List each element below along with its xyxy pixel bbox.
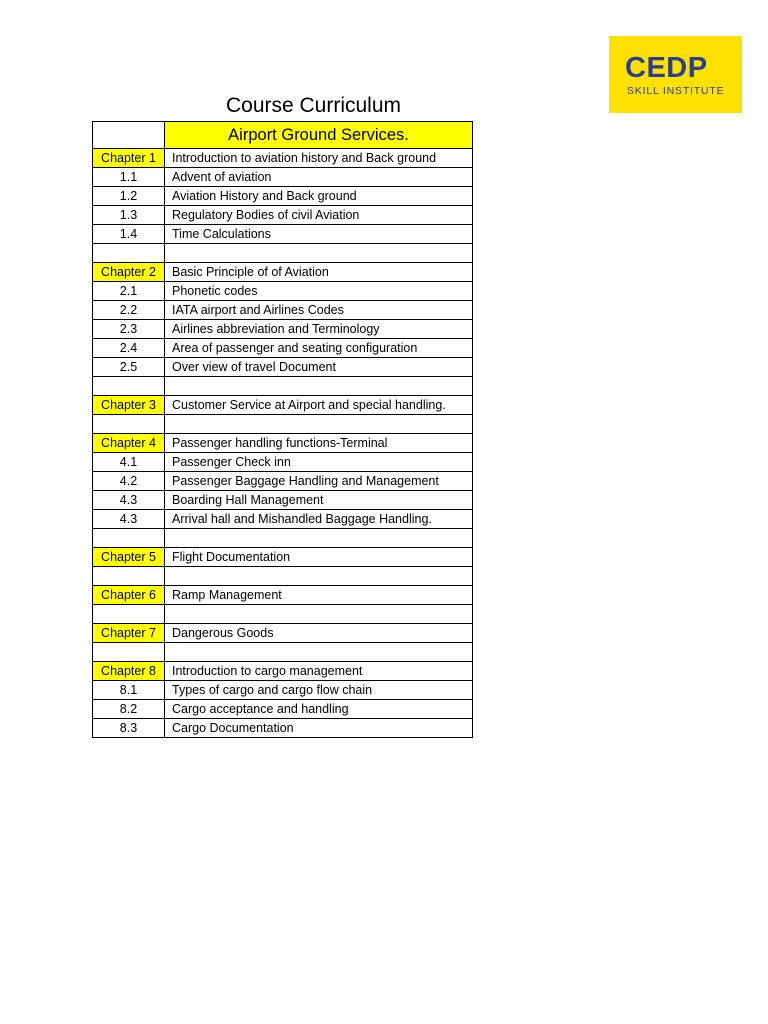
chapter-row — [93, 662, 473, 681]
spacer-row — [93, 529, 473, 548]
chapter-title: Customer Service at Airport and special handling. — [165, 396, 473, 415]
chapter-row — [93, 396, 473, 415]
chapter-label: Chapter 8 — [93, 662, 165, 681]
topic-title: Boarding Hall Management — [165, 491, 473, 510]
topic-number: 8.2 — [93, 700, 165, 719]
topic-number: 1.1 — [93, 168, 165, 187]
logo-tagline: SKILL INSTITUTE — [627, 85, 725, 97]
spacer-row — [93, 415, 473, 434]
topic-number — [93, 415, 165, 434]
chapter-title: Dangerous Goods — [165, 624, 473, 643]
topic-title: Passenger Check inn — [165, 453, 473, 472]
curriculum-table — [92, 121, 473, 738]
spacer-row — [93, 567, 473, 586]
topic-number: 2.4 — [93, 339, 165, 358]
topic-number: 2.2 — [93, 301, 165, 320]
topic-row — [93, 472, 473, 491]
chapter-label: Chapter 3 — [93, 396, 165, 415]
chapter-label: Chapter 1 — [93, 149, 165, 168]
topic-title: Phonetic codes — [165, 282, 473, 301]
topic-title — [165, 377, 473, 396]
topic-row — [93, 187, 473, 206]
topic-row — [93, 282, 473, 301]
topic-number: 4.3 — [93, 510, 165, 529]
topic-row — [93, 301, 473, 320]
topic-number: 4.3 — [93, 491, 165, 510]
chapter-row — [93, 548, 473, 567]
topic-number: 8.3 — [93, 719, 165, 738]
topic-title: Aviation History and Back ground — [165, 187, 473, 206]
topic-number — [93, 567, 165, 586]
topic-number: 1.3 — [93, 206, 165, 225]
topic-number: 2.1 — [93, 282, 165, 301]
topic-title: IATA airport and Airlines Codes — [165, 301, 473, 320]
chapter-label: Chapter 5 — [93, 548, 165, 567]
topic-title: Time Calculations — [165, 225, 473, 244]
topic-number: 4.1 — [93, 453, 165, 472]
chapter-title: Introduction to cargo management — [165, 662, 473, 681]
chapter-label: Chapter 6 — [93, 586, 165, 605]
topic-number: 2.3 — [93, 320, 165, 339]
topic-number — [93, 605, 165, 624]
topic-title — [165, 567, 473, 586]
topic-title: Advent of aviation — [165, 168, 473, 187]
topic-title: Cargo acceptance and handling — [165, 700, 473, 719]
topic-row — [93, 358, 473, 377]
topic-title — [165, 643, 473, 662]
topic-row — [93, 700, 473, 719]
chapter-row — [93, 149, 473, 168]
page-title: Course Curriculum — [225, 94, 402, 117]
chapter-title: Basic Principle of of Aviation — [165, 263, 473, 282]
topic-row — [93, 510, 473, 529]
topic-row — [93, 453, 473, 472]
topic-row — [93, 719, 473, 738]
table-header-row — [93, 122, 473, 149]
header-empty-cell — [93, 122, 165, 149]
topic-row — [93, 225, 473, 244]
topic-number — [93, 377, 165, 396]
topic-title: Arrival hall and Mishandled Baggage Handling. — [165, 510, 473, 529]
topic-number — [93, 244, 165, 263]
topic-title — [165, 529, 473, 548]
topic-number: 4.2 — [93, 472, 165, 491]
chapter-row — [93, 624, 473, 643]
topic-title — [165, 244, 473, 263]
topic-row — [93, 681, 473, 700]
chapter-title: Ramp Management — [165, 586, 473, 605]
topic-number: 8.1 — [93, 681, 165, 700]
topic-title — [165, 605, 473, 624]
chapter-row — [93, 586, 473, 605]
topic-number: 2.5 — [93, 358, 165, 377]
spacer-row — [93, 244, 473, 263]
chapter-label: Chapter 7 — [93, 624, 165, 643]
logo-wordmark: CEDP — [625, 52, 708, 84]
chapter-row — [93, 263, 473, 282]
topic-title: Cargo Documentation — [165, 719, 473, 738]
spacer-row — [93, 377, 473, 396]
spacer-row — [93, 643, 473, 662]
chapter-title: Introduction to aviation history and Back ground — [165, 149, 473, 168]
topic-number: 1.2 — [93, 187, 165, 206]
spacer-row — [93, 605, 473, 624]
topic-row — [93, 491, 473, 510]
chapter-title: Passenger handling functions-Terminal — [165, 434, 473, 453]
chapter-label: Chapter 4 — [93, 434, 165, 453]
chapter-row — [93, 434, 473, 453]
topic-row — [93, 168, 473, 187]
topic-title: Area of passenger and seating configuration — [165, 339, 473, 358]
chapter-title: Flight Documentation — [165, 548, 473, 567]
cedp-logo — [609, 36, 742, 113]
topic-row — [93, 339, 473, 358]
topic-number — [93, 529, 165, 548]
topic-title: Types of cargo and cargo flow chain — [165, 681, 473, 700]
topic-title: Airlines abbreviation and Terminology — [165, 320, 473, 339]
topic-title: Passenger Baggage Handling and Management — [165, 472, 473, 491]
topic-row — [93, 320, 473, 339]
topic-title: Over view of travel Document — [165, 358, 473, 377]
topic-number: 1.4 — [93, 225, 165, 244]
topic-number — [93, 643, 165, 662]
chapter-label: Chapter 2 — [93, 263, 165, 282]
topic-title — [165, 415, 473, 434]
topic-row — [93, 206, 473, 225]
topic-title: Regulatory Bodies of civil Aviation — [165, 206, 473, 225]
course-name: Airport Ground Services. — [165, 122, 473, 149]
